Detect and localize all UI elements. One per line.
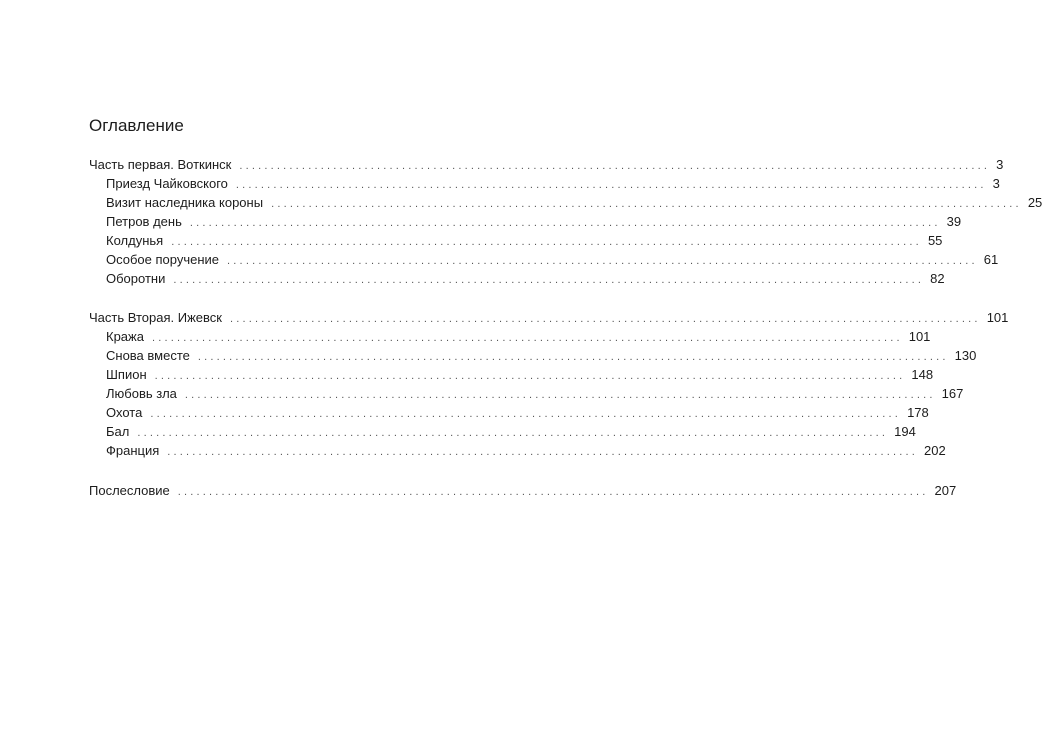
toc-entry-text: Петров день bbox=[106, 214, 182, 229]
toc-entry-text: Приезд Чайковского bbox=[106, 176, 228, 191]
toc-leader-dots: ........................................................................................................................ bbox=[167, 446, 919, 458]
toc-page-number: 39 bbox=[946, 214, 962, 229]
toc-entry-chapter bbox=[106, 193, 1042, 212]
toc-entry-text: Снова вместе bbox=[106, 348, 190, 363]
toc-page-number: 55 bbox=[927, 233, 943, 248]
toc-leader-dots: ........................................................................................................................ bbox=[151, 332, 903, 344]
toc-entry-text: Колдунья bbox=[106, 233, 164, 248]
toc-entry-part-two bbox=[89, 308, 1009, 327]
toc-entry-chapter bbox=[106, 250, 999, 269]
toc-entry-chapter bbox=[106, 174, 1000, 193]
toc-page-number: 3 bbox=[992, 176, 1000, 191]
toc-entry-chapter bbox=[106, 384, 964, 403]
toc-leader-dots: ........................................................................................................................ bbox=[235, 179, 987, 191]
toc-page-number: 207 bbox=[934, 483, 957, 498]
toc-entry-text: Франция bbox=[106, 443, 160, 458]
toc-entry-part-one bbox=[89, 155, 1004, 174]
toc-entry-chapter bbox=[106, 403, 929, 422]
toc-entry-text: Часть Вторая. Ижевск bbox=[89, 310, 222, 325]
toc-entry-text: Охота bbox=[106, 405, 143, 420]
toc-leader-dots: ........................................................................................................................ bbox=[227, 255, 978, 267]
toc-entry-afterword bbox=[89, 481, 957, 500]
toc-leader-dots: ........................................................................................................................ bbox=[173, 274, 925, 286]
toc-entry-chapter bbox=[106, 365, 934, 384]
toc-entry-text: Часть первая. Воткинск bbox=[89, 157, 232, 172]
toc-leader-dots: ........................................................................................................................ bbox=[239, 160, 991, 172]
toc-page-number: 167 bbox=[941, 386, 964, 401]
toc-leader-dots: ........................................................................................................................ bbox=[177, 486, 929, 498]
toc-entry-chapter bbox=[106, 269, 945, 288]
toc-entry-text: Шпион bbox=[106, 367, 147, 382]
toc-page-number: 25 bbox=[1027, 195, 1042, 210]
toc-leader-dots: ........................................................................................................................ bbox=[229, 313, 981, 325]
toc-entry-text: Кража bbox=[106, 329, 144, 344]
toc-page-number: 101 bbox=[908, 329, 931, 344]
toc-page-number: 101 bbox=[986, 310, 1009, 325]
toc-entry-chapter bbox=[106, 212, 962, 231]
toc-page-number: 178 bbox=[907, 405, 929, 420]
toc-leader-dots: ........................................................................................................................ bbox=[189, 217, 941, 229]
toc-entry-text: Бал bbox=[106, 424, 130, 439]
toc-entry-text: Послесловие bbox=[89, 483, 170, 498]
toc-entry-text: Оборотни bbox=[106, 271, 166, 286]
toc-entry-chapter bbox=[106, 231, 943, 250]
toc-page-number: 148 bbox=[911, 367, 934, 382]
toc-entry-chapter bbox=[106, 441, 946, 460]
toc-leader-dots: ........................................................................................................................ bbox=[154, 370, 906, 382]
toc-leader-dots: ........................................................................................................................ bbox=[171, 236, 922, 248]
toc-entry-chapter bbox=[106, 327, 931, 346]
toc-page-number: 194 bbox=[894, 424, 916, 439]
toc-entry-text: Визит наследника короны bbox=[106, 195, 264, 210]
toc-page-number: 82 bbox=[930, 271, 945, 286]
toc-leader-dots: ........................................................................................................................ bbox=[137, 427, 889, 439]
toc-leader-dots: ........................................................................................................................ bbox=[184, 389, 936, 401]
toc-entry-text: Особое поручение bbox=[106, 252, 220, 267]
toc-entry-text: Любовь зла bbox=[106, 386, 177, 401]
toc-page-number: 61 bbox=[983, 252, 999, 267]
toc-leader-dots: ........................................................................................................................ bbox=[271, 198, 1022, 210]
toc-entry-chapter bbox=[106, 346, 977, 365]
toc-leader-dots: ........................................................................................................................ bbox=[197, 351, 949, 363]
toc-title: Оглавление bbox=[89, 116, 184, 135]
toc-page-number: 3 bbox=[996, 157, 1004, 172]
toc-page-number: 202 bbox=[924, 443, 946, 458]
toc-leader-dots: ........................................................................................................................ bbox=[150, 408, 902, 420]
toc-entry-chapter bbox=[106, 422, 916, 441]
toc-page-number: 130 bbox=[954, 348, 977, 363]
